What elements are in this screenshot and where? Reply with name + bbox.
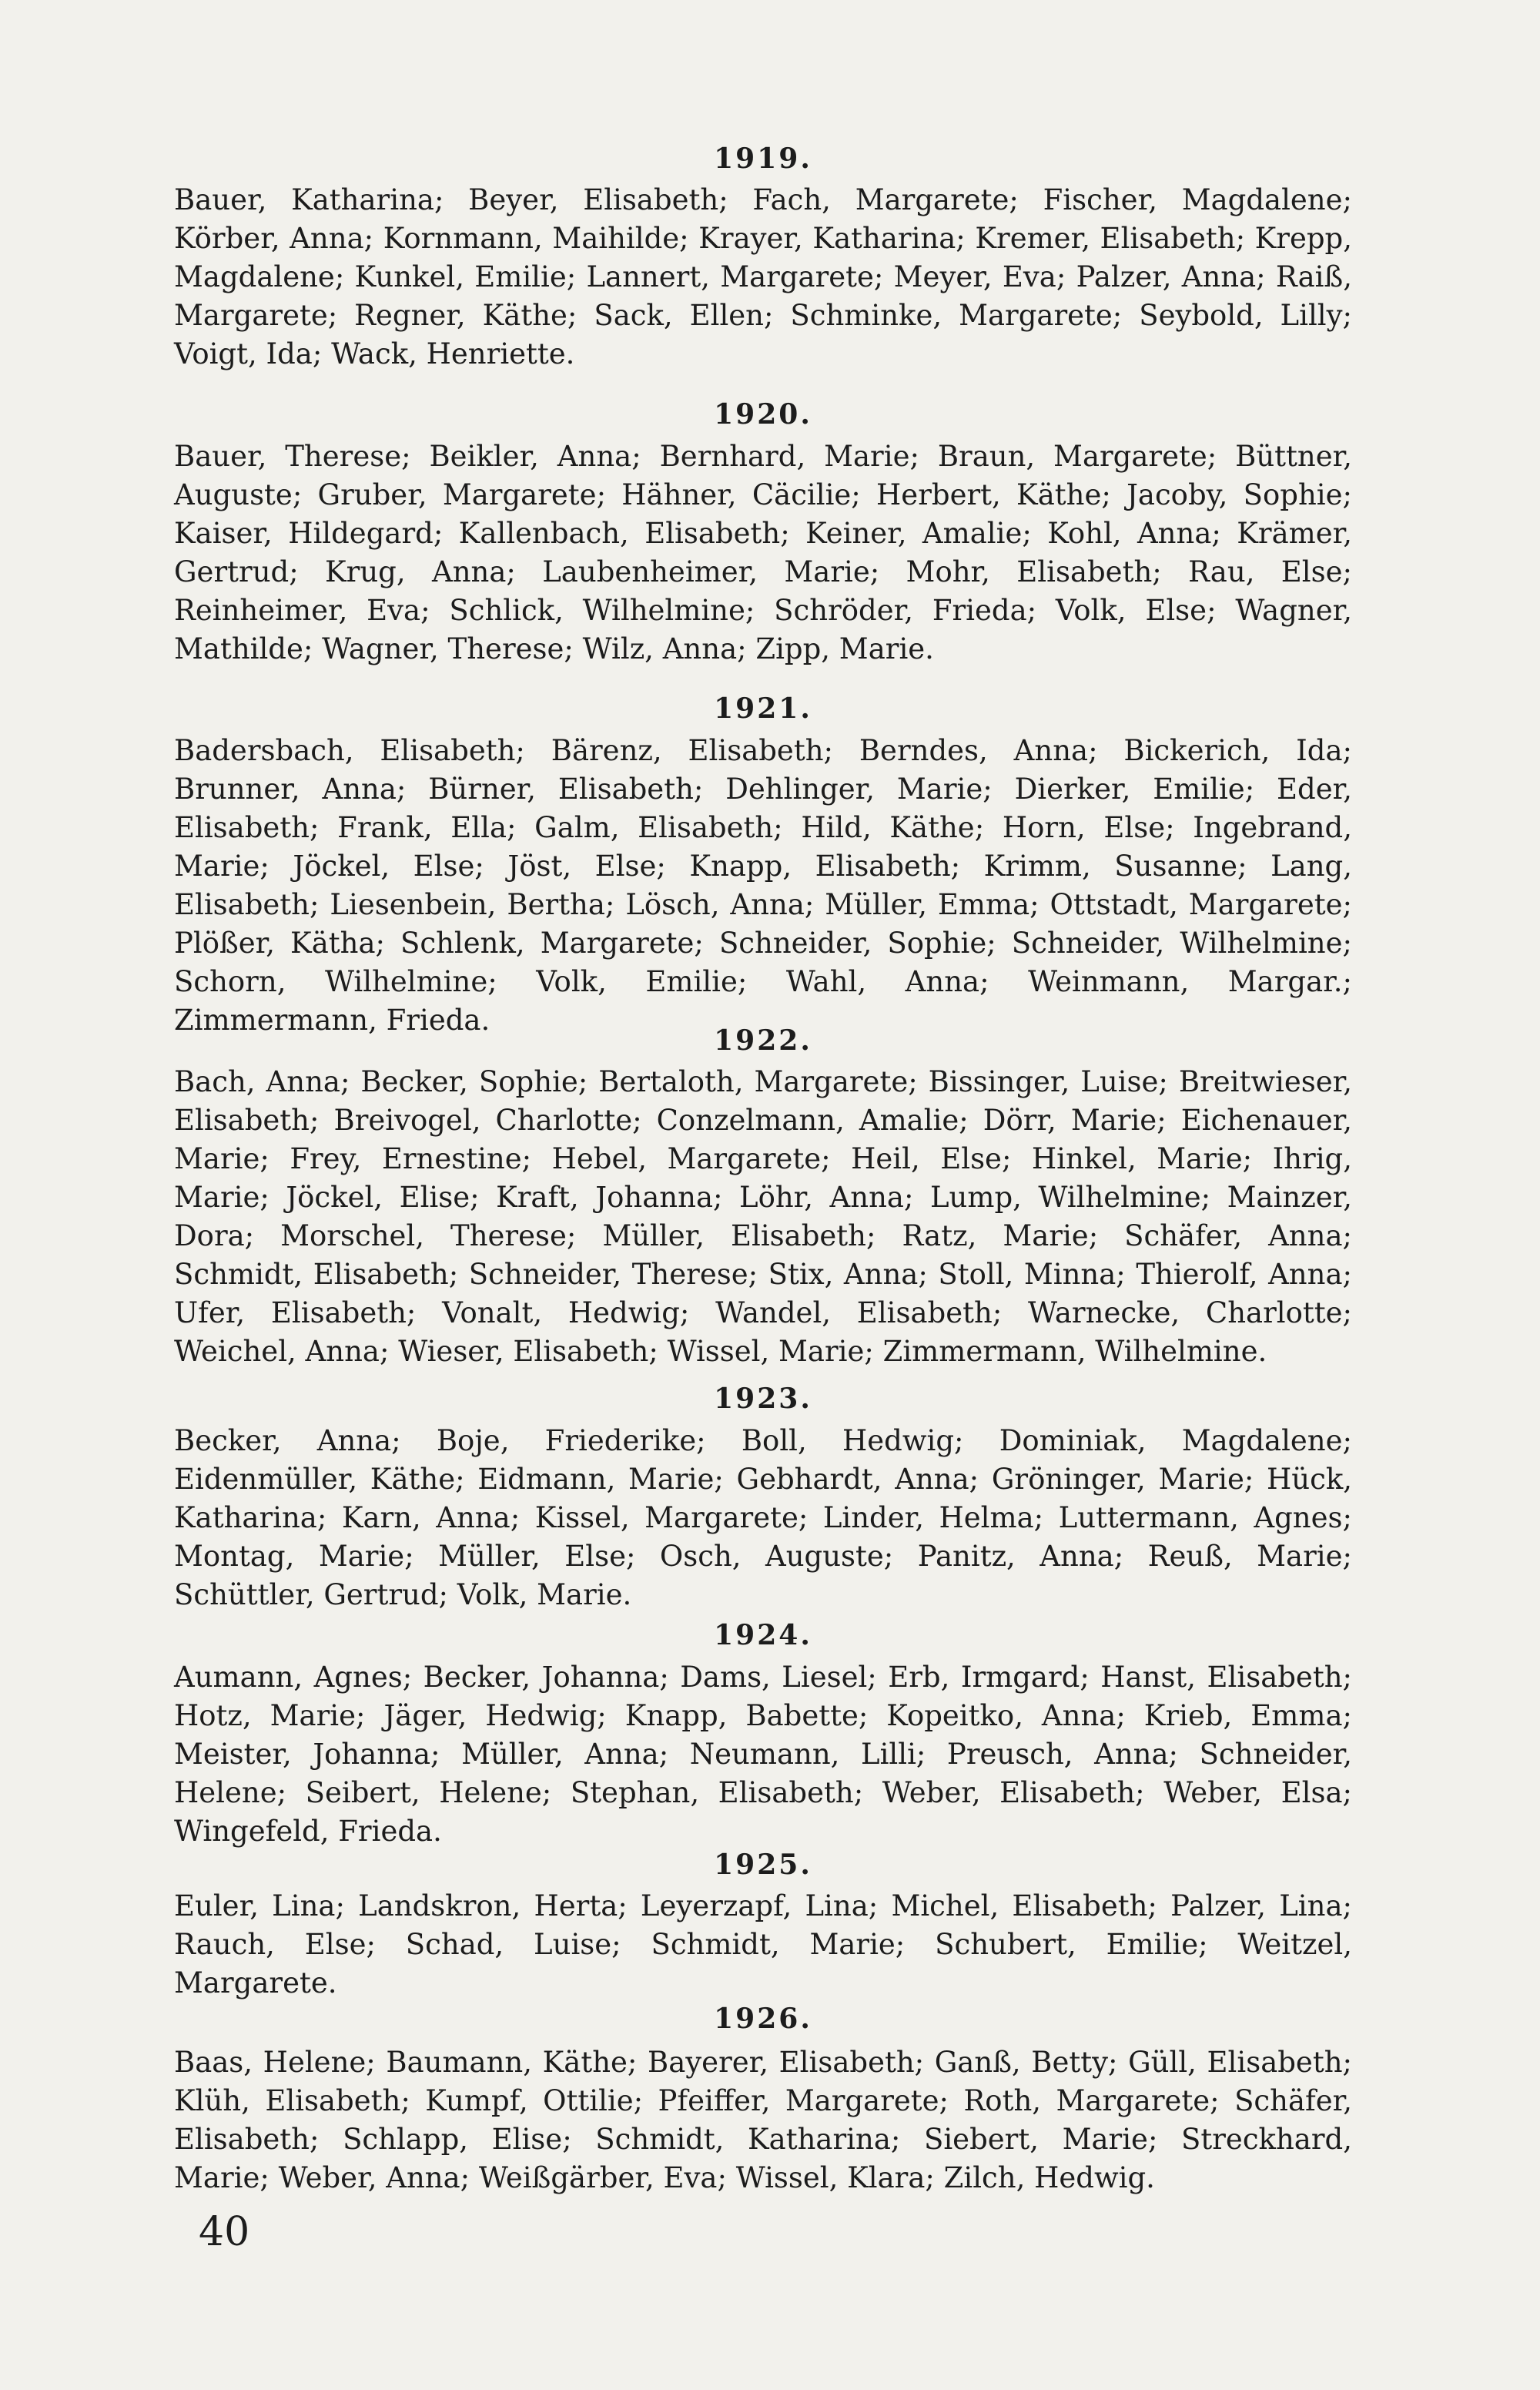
year-heading-1923: 1923. (714, 1383, 812, 1415)
name-list-1920: Bauer, Therese; Beikler, Anna; Bernhard, Marie; Braun, Margarete; Büttner, Auguste; Gruber, Margarete; Hähner, Cäcilie; Herbert, Käthe; Jacoby, Sophie; Kaiser, Hildegard; Kallenbach, Elisabeth; Keiner, Amalie; Kohl, Anna; Krämer, Gertrud; Krug, Anna; Laubenheimer, Marie; Mohr, Elisabeth; Rau, Else; Reinheimer, Eva; Schlick, Wilhelmine; Schröder, Frieda; Volk, Else; Wagner, Mathilde; Wagner, Therese; Wilz, Anna; Zipp, Marie. (174, 440, 1352, 665)
name-list-1923: Becker, Anna; Boje, Friederike; Boll, Hedwig; Dominiak, Magdalene; Eidenmüller, Käthe; Eidmann, Marie; Gebhardt, Anna; Gröninger, Marie; Hück, Katharina; Karn, Anna; Kissel, Margarete; Linder, Helma; Luttermann, Agnes; Montag, Marie; Müller, Else; Osch, Auguste; Panitz, Anna; Reuß, Marie; Schüttler, Gertrud; Volk, Marie. (174, 1424, 1352, 1611)
year-heading-1920: 1920. (714, 398, 812, 431)
name-list-1922: Bach, Anna; Becker, Sophie; Bertaloth, Margarete; Bissinger, Luise; Breitwieser, Elisabeth; Breivogel, Charlotte; Conzelmann, Amalie; Dörr, Marie; Eichenauer, Marie; Frey, Ernestine; Hebel, Margarete; Heil, Else; Hinkel, Marie; Ihrig, Marie; Jöckel, Elise; Kraft, Johanna; Löhr, Anna; Lump, Wilhelmine; Mainzer, Dora; Morschel, Therese; Müller, Elisabeth; Ratz, Marie; Schäfer, Anna; Schmidt, Elisabeth; Schneider, Therese; Stix, Anna; Stoll, Minna; Thierolf, Anna; Ufer, Elisabeth; Vonalt, Hedwig; Wandel, Elisabeth; Warnecke, Charlotte; Weichel, Anna; Wieser, Elisabeth; Wissel, Marie; Zimmermann, Wilhelmine. (174, 1065, 1352, 1368)
page-number: 40 (199, 2209, 250, 2255)
year-heading-1921: 1921. (714, 692, 812, 725)
year-heading-1924: 1924. (714, 1619, 812, 1651)
name-list-1919: Bauer, Katharina; Beyer, Elisabeth; Fach, Margarete; Fischer, Magdalene; Körber, Anna; Kornmann, Maihilde; Krayer, Katharina; Kremer, Elisabeth; Krepp, Magdalene; Kunkel, Emilie; Lannert, Margarete; Meyer, Eva; Palzer, Anna; Raiß, Margarete; Regner, Käthe; Sack, Ellen; Schminke, Margarete; Seybold, Lilly; Voigt, Ida; Wack, Henriette. (174, 183, 1352, 370)
name-list-1925: Euler, Lina; Landskron, Herta; Leyerzapf, Lina; Michel, Elisabeth; Palzer, Lina; Rauch, Else; Schad, Luise; Schmidt, Marie; Schubert, Emilie; Weitzel, Margarete. (174, 1889, 1352, 1999)
name-list-1921: Badersbach, Elisabeth; Bärenz, Elisabeth; Berndes, Anna; Bickerich, Ida; Brunner, Anna; Bürner, Elisabeth; Dehlinger, Marie; Dierker, Emilie; Eder, Elisabeth; Frank, Ella; Galm, Elisabeth; Hild, Käthe; Horn, Else; Ingebrand, Marie; Jöckel, Else; Jöst, Else; Knapp, Elisabeth; Krimm, Susanne; Lang, Elisabeth; Liesenbein, Bertha; Lösch, Anna; Müller, Emma; Ottstadt, Margarete; Plößer, Kätha; Schlenk, Margarete; Schneider, Sophie; Schneider, Wilhelmine; Schorn, Wilhelmine; Volk, Emilie; Wahl, Anna; Weinmann, Margar.; Zimmermann, Frieda. (174, 734, 1352, 1037)
year-heading-1925: 1925. (714, 1849, 812, 1881)
name-list-1926: Baas, Helene; Baumann, Käthe; Bayerer, Elisabeth; Ganß, Betty; Güll, Elisabeth; Klüh, Elisabeth; Kumpf, Ottilie; Pfeiffer, Margarete; Roth, Margarete; Schäfer, Elisabeth; Schlapp, Elise; Schmidt, Katharina; Siebert, Marie; Streckhard, Marie; Weber, Anna; Weißgärber, Eva; Wissel, Klara; Zilch, Hedwig. (174, 2046, 1352, 2194)
year-heading-1922: 1922. (714, 1024, 812, 1057)
year-heading-1926: 1926. (714, 2003, 812, 2035)
name-list-1924: Aumann, Agnes; Becker, Johanna; Dams, Liesel; Erb, Irmgard; Hanst, Elisabeth; Hotz, Marie; Jäger, Hedwig; Knapp, Babette; Kopeitko, Anna; Krieb, Emma; Meister, Johanna; Müller, Anna; Neumann, Lilli; Preusch, Anna; Schneider, Helene; Seibert, Helene; Stephan, Elisabeth; Weber, Elisabeth; Weber, Elsa; Wingefeld, Frieda. (174, 1661, 1352, 1848)
year-heading-1919: 1919. (714, 142, 812, 175)
